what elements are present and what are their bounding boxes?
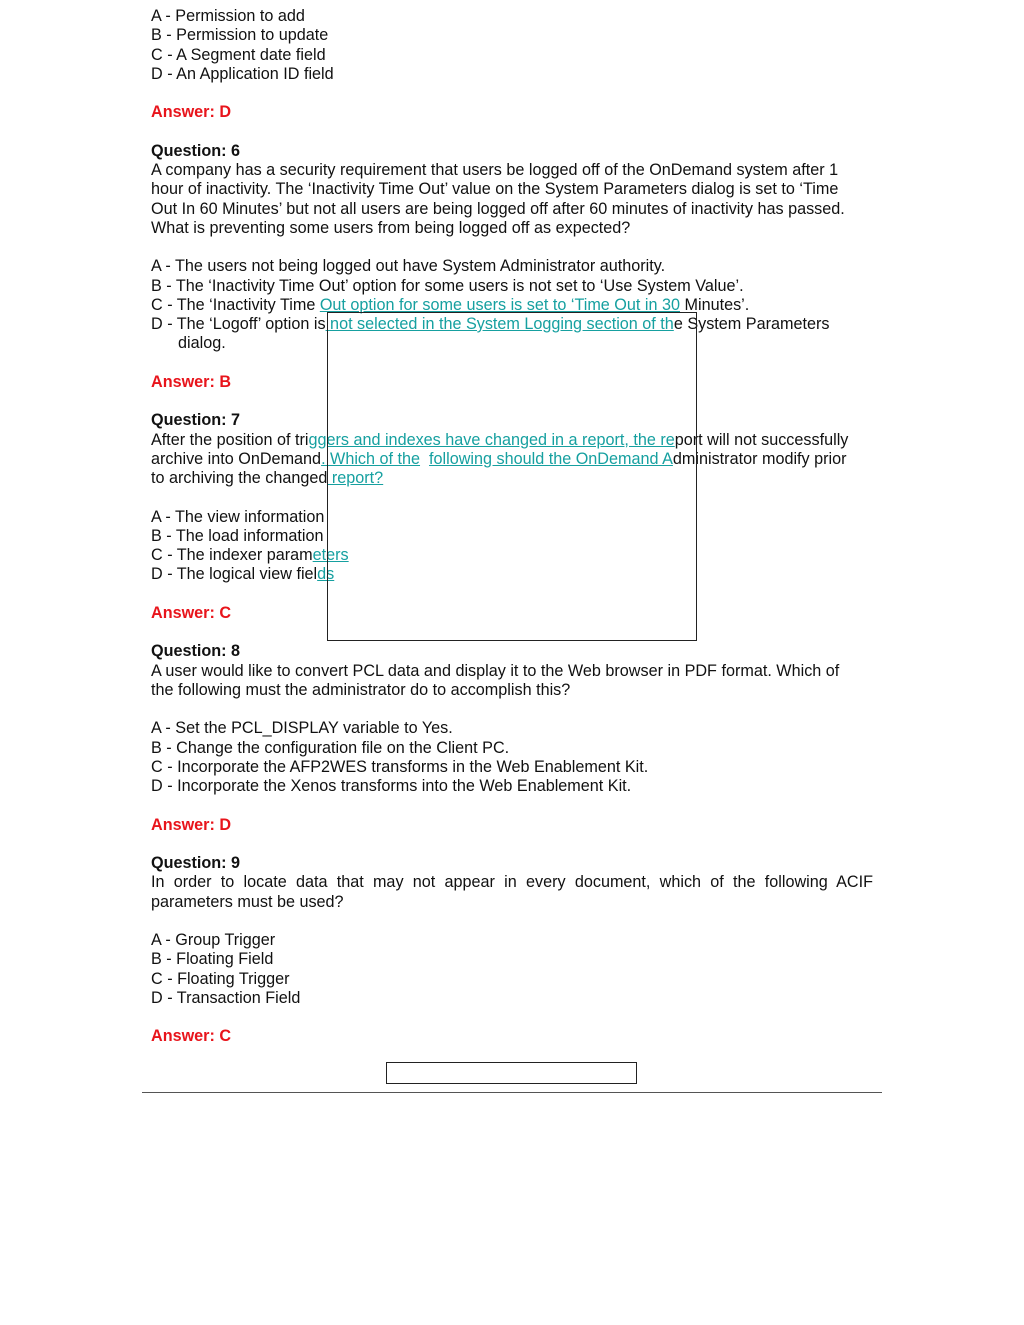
option-text: C - The indexer param bbox=[151, 546, 313, 564]
intro-answer: Answer: D bbox=[151, 103, 232, 122]
spacer bbox=[151, 1008, 873, 1027]
question-9-answer: Answer: C bbox=[151, 1027, 232, 1046]
hyperlink[interactable]: ggers and indexes have changed in a report, the re bbox=[308, 430, 675, 449]
question-9-option-c: C - Floating Trigger bbox=[151, 969, 290, 988]
question-text: dministrator modify prior bbox=[672, 449, 847, 468]
question-8-option-d: D - Incorporate the Xenos transforms into the Web Enablement Kit. bbox=[151, 777, 632, 795]
question-6-text-line-2: hour of inactivity. The ‘Inactivity Time Out’ value on the System Parameters dialog is set to ‘Time bbox=[151, 180, 839, 199]
question-6-option-a: A - The users not being logged out have System Administrator authority. bbox=[151, 257, 666, 276]
hyperlink[interactable]: . Which of the bbox=[321, 449, 421, 468]
spacer bbox=[151, 912, 873, 931]
question-7-option-a: A - The view information bbox=[151, 507, 325, 526]
question-6-text-line-1: A company has a security requirement that users be logged off of the OnDemand system after 1 bbox=[151, 161, 839, 179]
hyperlink[interactable]: Out option for some users is set to ‘Time Out in 30 bbox=[319, 295, 680, 314]
question-9-text-line-2: parameters must be used? bbox=[151, 892, 344, 911]
question-8-answer: Answer: D bbox=[151, 815, 232, 834]
question-8-title: Question: 8 bbox=[151, 642, 241, 661]
question-9-option-b: B - Floating Field bbox=[151, 950, 274, 969]
option-text: e System Parameters bbox=[673, 315, 830, 333]
question-9-option-d: D - Transaction Field bbox=[151, 988, 301, 1007]
question-8-option-c: C - Incorporate the AFP2WES transforms in the Web Enablement Kit. bbox=[151, 757, 649, 776]
question-7-option-b: B - The load information bbox=[151, 526, 324, 545]
spacer bbox=[151, 700, 873, 719]
question-6-text-line-4: What is preventing some users from being logged off as expected? bbox=[151, 218, 631, 237]
question-8-text-line-1: A user would like to convert PCL data and display it to the Web browser in PDF format. Which of bbox=[151, 661, 840, 680]
intro-option-a: A - Permission to add bbox=[151, 7, 305, 25]
option-text: D - The logical view fiel bbox=[151, 565, 318, 584]
footer-divider bbox=[142, 1092, 882, 1093]
spacer bbox=[151, 123, 873, 142]
option-text: Minutes’. bbox=[680, 295, 750, 314]
question-6-answer: Answer: B bbox=[151, 372, 232, 391]
question-7-answer: Answer: C bbox=[151, 603, 232, 622]
overlay-box-large bbox=[327, 312, 697, 641]
spacer bbox=[151, 796, 873, 815]
question-8-option-b: B - Change the configuration file on the Client PC. bbox=[151, 738, 510, 757]
overlay-box-small bbox=[386, 1062, 637, 1084]
hyperlink[interactable]: following should the OnDemand A bbox=[429, 449, 673, 468]
hyperlink[interactable]: eters bbox=[312, 546, 349, 564]
question-9-option-a: A - Group Trigger bbox=[151, 931, 276, 949]
intro-option-c: C - A Segment date field bbox=[151, 45, 326, 64]
question-8-text-line-2: the following must the administrator do to accomplish this? bbox=[151, 680, 571, 699]
spacer bbox=[151, 84, 873, 103]
intro-option-d: D - An Application ID field bbox=[151, 64, 334, 83]
question-text: to archiving the changed bbox=[151, 469, 328, 487]
hyperlink[interactable]: not selected in the System Logging section of th bbox=[325, 315, 674, 333]
question-6-option-d-continued: dialog. bbox=[178, 334, 226, 353]
question-6-title: Question: 6 bbox=[151, 141, 241, 160]
hyperlink[interactable]: report? bbox=[327, 469, 384, 487]
spacer bbox=[151, 238, 873, 257]
question-9-text-line-1: In order to locate data that may not appear in every document, which of the following ACIF bbox=[151, 873, 873, 892]
question-text: After the position of tri bbox=[151, 430, 309, 449]
question-6-option-b: B - The ‘Inactivity Time Out’ option for some users is not set to ‘Use System Value’. bbox=[151, 276, 744, 295]
option-text: D - The ‘Logoff’ option is bbox=[151, 315, 326, 333]
question-7-title: Question: 7 bbox=[151, 411, 241, 430]
hyperlink[interactable]: ds bbox=[317, 565, 335, 584]
question-9-title: Question: 9 bbox=[151, 854, 241, 872]
intro-option-b: B - Permission to update bbox=[151, 26, 329, 45]
option-text: C - The ‘Inactivity Time bbox=[151, 295, 320, 314]
question-6-text-line-3: Out In 60 Minutes’ but not all users are being logged off after 60 minutes of inactivity has passed. bbox=[151, 199, 845, 218]
question-8-option-a: A - Set the PCL_DISPLAY variable to Yes. bbox=[151, 719, 453, 738]
question-text: port will not successfully bbox=[674, 430, 849, 449]
question-text: archive into OnDemand bbox=[151, 449, 322, 468]
spacer bbox=[151, 835, 873, 854]
